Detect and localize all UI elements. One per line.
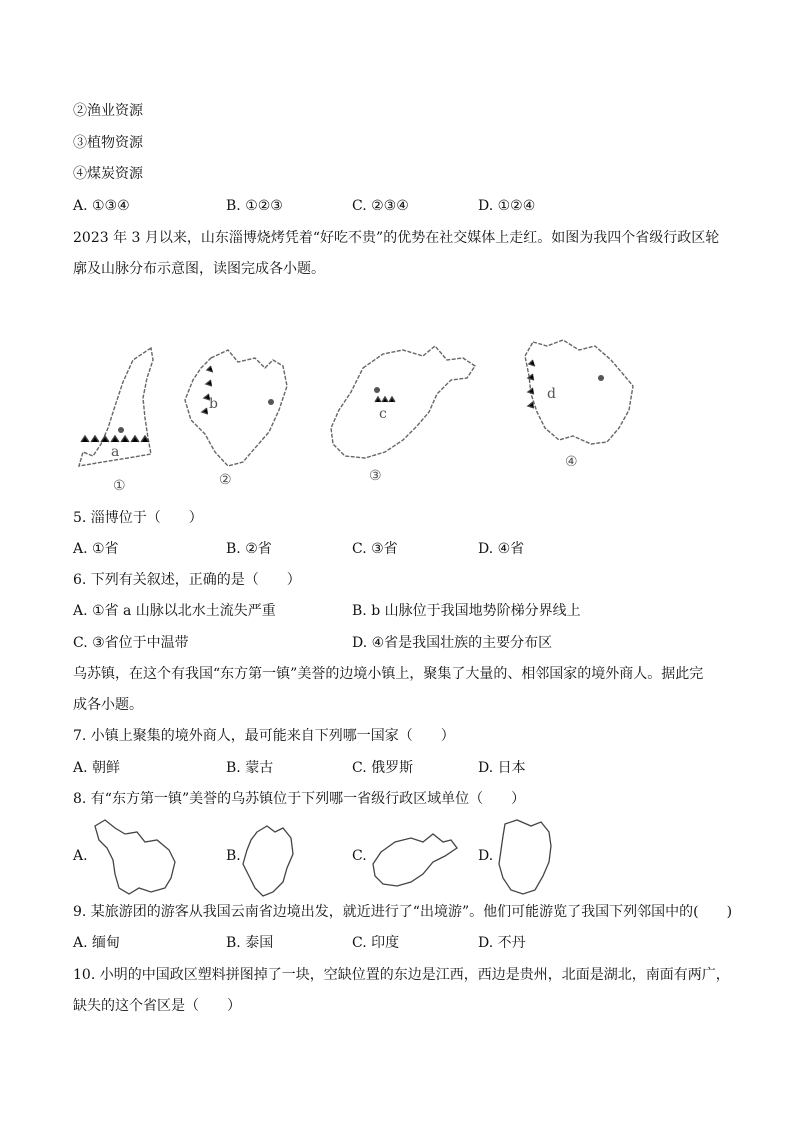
mountain-label-a: a	[111, 444, 120, 460]
q8-option-c: C.	[352, 848, 367, 864]
figure-number-2: ②	[219, 472, 232, 488]
q5-option-a: A. ①省	[73, 541, 119, 557]
q10-line2: 缺失的这个省区是（ ）	[73, 998, 241, 1014]
passage-wusu-line2: 成各小题。	[73, 697, 143, 713]
mountain-label-d: d	[547, 386, 556, 402]
q9-stem: 9. 某旅游团的游客从我国云南省边境出发，就近进行了“出境游”。他们可能游览了我国下列邻国中的( )	[73, 904, 733, 920]
q6-option-d: D. ④省是我国壮族的主要分布区	[352, 635, 553, 651]
province-outline-figure	[73, 320, 671, 496]
q7-stem: 7. 小镇上聚集的境外商人，最可能来自下列哪一国家（ ）	[73, 728, 455, 744]
q6-option-a: A. ①省 a 山脉以北水土流失严重	[73, 603, 276, 619]
q5-option-c: C. ③省	[352, 541, 398, 557]
passage-zibo-line1: 2023 年 3 月以来，山东淄博烧烤凭着“好吃不贵”的优势在社交媒体上走红。如图为我四个省级行政区轮	[73, 230, 720, 246]
q7-option-a: A. 朝鲜	[73, 760, 121, 776]
mountain-label-c: c	[379, 406, 387, 422]
q5-option-d: D. ④省	[478, 541, 525, 557]
q4-option-b: B. ①②③	[226, 198, 283, 214]
q4-option-a: A. ①③④	[73, 198, 130, 214]
passage-zibo-line2: 廓及山脉分布示意图，读图完成各小题。	[73, 261, 325, 277]
q7-option-b: B. 蒙古	[226, 760, 274, 776]
q8-option-d: D.	[478, 848, 494, 864]
item-coal: ④煤炭资源	[73, 166, 143, 182]
mountain-label-b: b	[209, 396, 218, 412]
q6-stem: 6. 下列有关叙述，正确的是（ ）	[73, 572, 301, 588]
q9-option-a: A. 缅甸	[73, 935, 121, 951]
q4-option-d: D. ①②④	[478, 198, 536, 214]
figure-number-1: ①	[113, 478, 126, 494]
q9-option-c: C. 印度	[352, 935, 400, 951]
figure-number-4: ④	[565, 454, 578, 470]
q9-option-b: B. 泰国	[226, 935, 274, 951]
q6-option-b: B. b 山脉位于我国地势阶梯分界线上	[352, 603, 581, 619]
q8-stem: 8. 有“东方第一镇”美誉的乌苏镇位于下列哪一省级行政区域单位（ ）	[73, 791, 526, 807]
q4-option-c: C. ②③④	[352, 198, 409, 214]
q6-option-c: C. ③省位于中温带	[73, 635, 189, 651]
q9-option-d: D. 不丹	[478, 935, 526, 951]
q8-option-a: A.	[73, 848, 88, 864]
q8-province-outlines	[85, 812, 575, 902]
q10-line1: 10. 小明的中国政区塑料拼图掉了一块，空缺位置的东边是江西，西边是贵州，北面是湖北，南面有两广，	[73, 967, 730, 983]
q5-option-b: B. ②省	[226, 541, 272, 557]
item-fishery: ②渔业资源	[73, 103, 143, 119]
item-plant: ③植物资源	[73, 135, 143, 151]
q8-option-b: B.	[226, 848, 241, 864]
q5-stem: 5. 淄博位于（ ）	[73, 510, 203, 526]
figure-number-3: ③	[369, 468, 382, 484]
q7-option-d: D. 日本	[478, 760, 526, 776]
passage-wusu-line1: 乌苏镇，在这个有我国“东方第一镇”美誉的边境小镇上，聚集了大量的、相邻国家的境外商人。据此完	[73, 666, 704, 682]
q7-option-c: C. 俄罗斯	[352, 760, 414, 776]
